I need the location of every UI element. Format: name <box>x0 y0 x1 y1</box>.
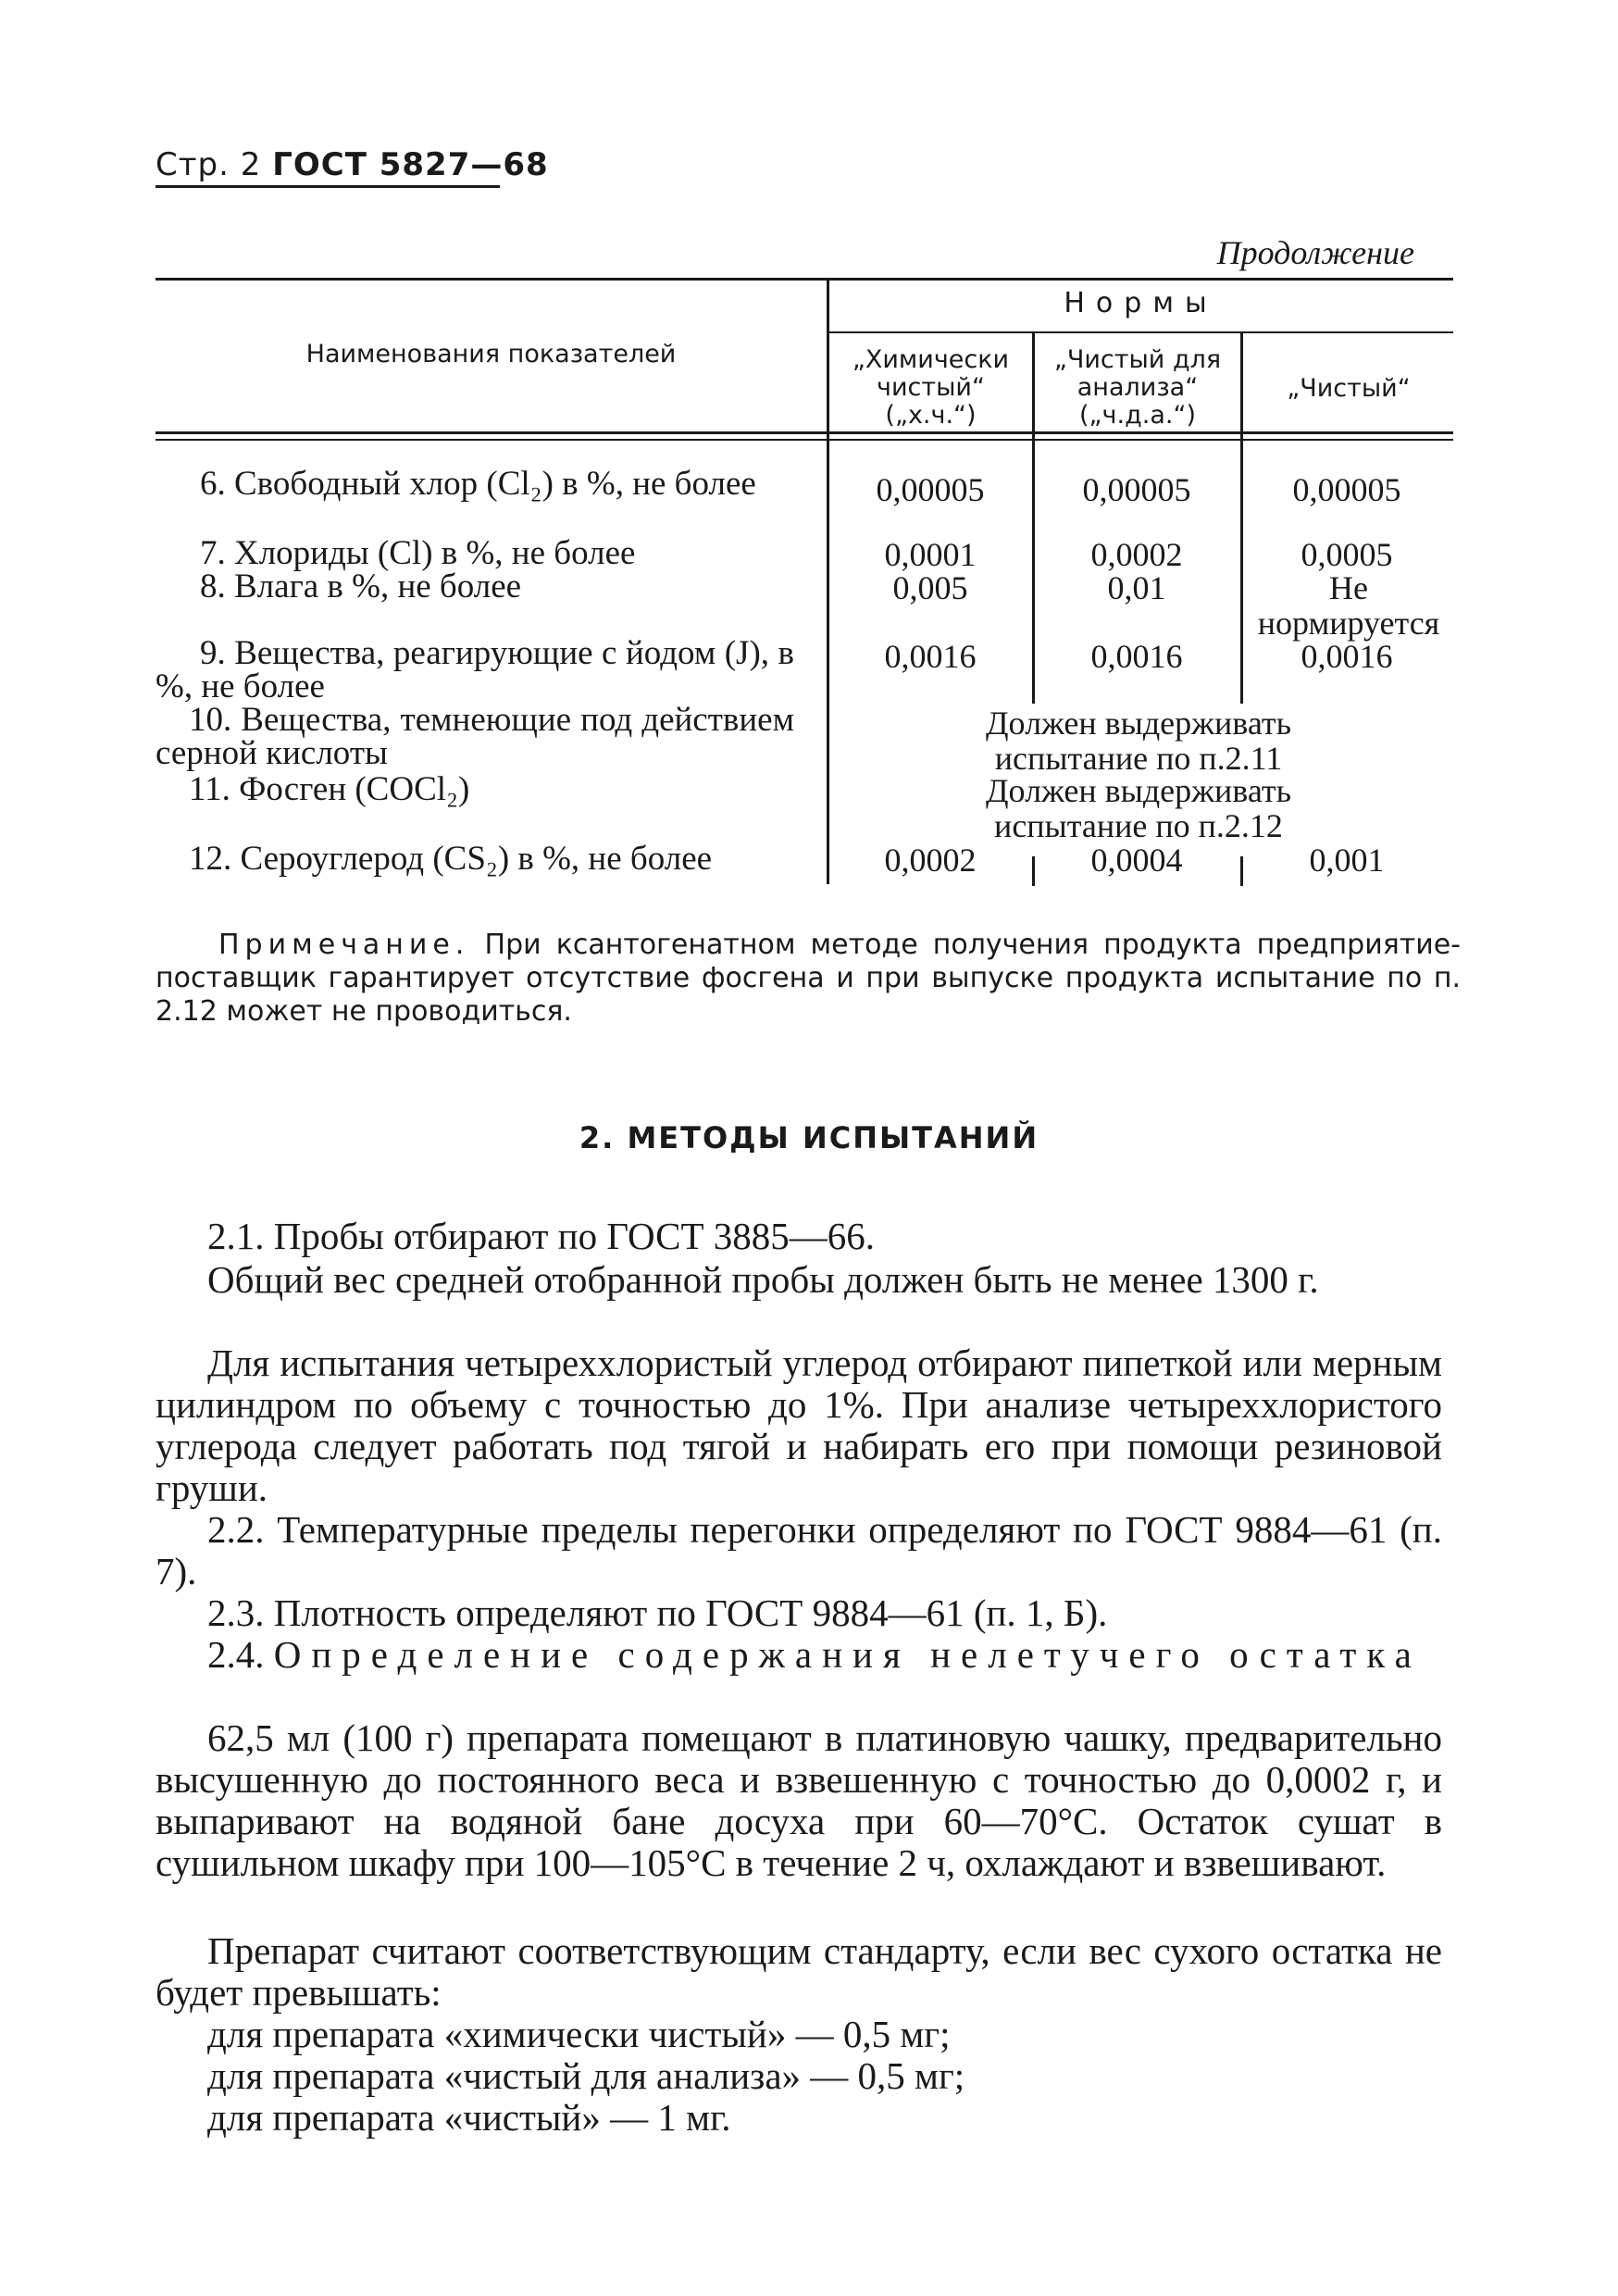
table-cell: 0,00005 <box>876 471 985 508</box>
list-item: для препарата «химически чистый» — 0,5 мг; <box>207 2013 951 2055</box>
page-number: Стр. 2 <box>156 146 262 183</box>
norms-rule <box>828 331 1453 333</box>
table-cell: 0,005 <box>892 569 968 606</box>
subsection-number: 2.4. <box>207 1633 265 1676</box>
header-bottom-rule <box>156 431 1453 434</box>
table-cell: 0,0016 <box>884 638 977 675</box>
table-row-name: 9. Вещества, реагирующие с йодом (J), в %, не более <box>156 634 794 705</box>
paragraph: 2.1. Пробы отбирают по ГОСТ 3885—66. <box>207 1215 876 1257</box>
table-cell: 0,00005 <box>1292 471 1401 508</box>
table-cell: 0,01 <box>1107 569 1166 606</box>
table-cell-merged: Должен выдерживать испытание по п.2.11 <box>985 705 1292 777</box>
note-label: Примечание. <box>218 929 470 961</box>
list-item: для препарата «чистый» — 1 мг. <box>207 2096 731 2139</box>
paragraph-subsection <box>156 1634 1442 1676</box>
table-divider-col2-lower <box>1240 856 1243 886</box>
col-header-indicator: Наименования показателей <box>305 340 677 368</box>
standard-code: ГОСТ 5827—68 <box>272 146 549 183</box>
table-cell: 0,0016 <box>1090 638 1183 675</box>
table-divider-col2 <box>1240 333 1243 704</box>
paragraph: 2.3. Плотность определяют по ГОСТ 9884—61 (п. 1, Б). <box>207 1591 1108 1634</box>
note-text: При ксантогенатном методе получения продукта предприятие-поставщик гарантирует отсутствие фосгена и при выпуске продукта испытание по п. 2.12 может не проводиться. <box>156 929 1461 1028</box>
table-cell: Не нормируется <box>1257 569 1440 642</box>
table-row-name: 10. Вещества, темнеющие под действием серной кислоты <box>156 701 794 772</box>
list-item: для препарата «чистый для анализа» — 0,5 мг; <box>207 2054 965 2097</box>
norms-header: Нормы <box>1064 287 1218 319</box>
table-row-name: 8. Влага в %, не более <box>200 568 522 605</box>
table-cell: 0,0004 <box>1090 842 1183 879</box>
table-cell: 0,00005 <box>1082 471 1191 508</box>
table-row-name: 7. Хлориды (Cl) в %, не более <box>200 534 636 572</box>
table-cell: 0,0002 <box>1090 536 1183 573</box>
table-row-name: 11. Фосген (COCl₂) <box>189 770 470 808</box>
header-bottom-rule-2 <box>156 439 1453 441</box>
page-header <box>156 146 549 183</box>
continued-label: Продолжение <box>1216 234 1414 271</box>
col-header-chemically-pure: „Химически чистый“ („х.ч.“) <box>852 345 1010 430</box>
paragraph: Общий вес средней отобранной пробы должен быть не менее 1300 г. <box>207 1258 1319 1301</box>
table-cell: 0,0001 <box>884 536 977 573</box>
paragraph: 62,5 мл (100 г) препарата помещают в платиновую чашку, предварительно высушенную до постоянного веса и взвешенную с точностью до 0,0002 г, и выпаривают на водяной бане досуха при 60—70°С. Остаток сушат в сушильном шкафу при 100—105°С в течение 2 ч, охлаждают и взвешивают. <box>156 1716 1442 1884</box>
paragraph: 2.2. Температурные пределы перегонки определяют по ГОСТ 9884—61 (п. 7). <box>156 1508 1442 1592</box>
subsection-heading: Определение содержания нелетучего остатка <box>273 1633 1422 1676</box>
table-cell: 0,001 <box>1309 842 1385 879</box>
table-row-name: 6. Свободный хлор (Cl₂) в %, не более <box>200 465 756 503</box>
table-cell: 0,0002 <box>884 842 977 879</box>
paragraph: Для испытания четыреххлористый углерод отбирают пипеткой или мерным цилиндром по объему с точностью до 1%. При анализе четыреххлористого углерода следует работать под тягой и набирать его при помощи резиновой груши. <box>156 1341 1442 1509</box>
col-header-pure: „Чистый“ <box>1287 374 1411 403</box>
table-cell: 0,0005 <box>1301 536 1393 573</box>
header-underline <box>156 185 500 188</box>
table-cell-merged: Должен выдерживать испытание по п.2.12 <box>985 772 1292 844</box>
table-row-name: 12. Сероуглерод (CS₂) в %, не более <box>189 840 713 878</box>
table-cell: 0,0016 <box>1301 638 1393 675</box>
paragraph: Препарат считают соответствующим стандарту, если вес сухого остатка не будет превышать: <box>156 1929 1442 2014</box>
table-note <box>156 929 1461 1029</box>
section-title: 2. МЕТОДЫ ИСПЫТАНИЙ <box>579 1120 1039 1155</box>
col-header-analytical-grade: „Чистый для анализа“ („ч.д.а.“) <box>1053 345 1222 430</box>
table-top-rule <box>156 278 1453 281</box>
